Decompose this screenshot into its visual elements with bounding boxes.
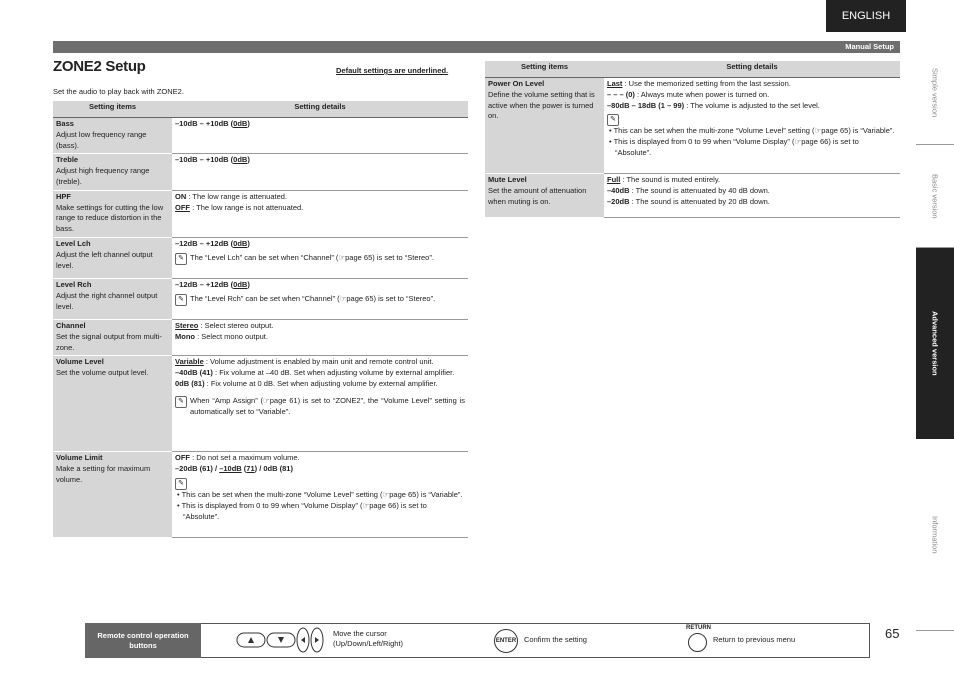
item-desc: Adjust the right channel output level. <box>56 290 158 311</box>
option-label: – – – (0) <box>607 89 635 99</box>
option-label: 0dB (81) <box>175 378 205 388</box>
option-text: : Fix volume at 0 dB. Set when adjusting volume by external amplifier. <box>204 378 438 388</box>
option-label: –40dB <box>607 185 630 195</box>
table-row: Treble Adjust high frequency range (treble). –10dB – +10dB (0dB) <box>53 154 468 190</box>
header-items: Setting items <box>485 61 604 78</box>
tab-advanced-version[interactable]: Advanced version <box>916 248 954 439</box>
pencil-icon: ✎ <box>175 396 187 408</box>
header-details: Setting details <box>172 101 468 118</box>
return-text: Return to previous menu <box>713 635 796 644</box>
default-value: –10dB <box>219 464 242 474</box>
item-desc: Set the amount of attenuation when muting is on. <box>488 185 587 206</box>
default-value: 0dB <box>233 279 248 289</box>
section-bar <box>53 41 900 53</box>
option-label: Last <box>607 79 623 88</box>
option-label: OFF <box>175 202 190 212</box>
default-value: 0dB <box>233 238 248 248</box>
page-number: 65 <box>885 626 900 641</box>
option-text: : Select stereo output. <box>198 320 274 330</box>
option-text: : Do not set a maximum volume. <box>190 453 300 463</box>
item-desc: Define the volume setting that is active when the power is turned on. <box>488 89 595 121</box>
range-text: –10dB – +10dB ( <box>175 119 234 128</box>
enter-button-icon: ENTER <box>494 629 518 653</box>
tab-simple-version[interactable]: Simple version <box>916 41 954 145</box>
option-text: : Select mono output. <box>195 331 268 341</box>
pencil-icon: ✎ <box>175 253 187 265</box>
option-label: OFF <box>175 453 190 463</box>
item-desc: Make a setting for maximum volume. <box>56 464 151 484</box>
item-desc: Set the volume output level. <box>56 368 149 378</box>
range-text: –12dB – +12dB ( <box>175 238 234 248</box>
option-text: : The low range is attenuated. <box>186 191 288 201</box>
note-text: The “Level Rch” can be set when “Channel” (☞page 65) is set to “Stereo”. <box>190 293 436 303</box>
item-desc: Adjust the left channel output level. <box>56 249 153 270</box>
option-label: –80dB – 18dB (1 – 99) <box>607 100 685 110</box>
range-text: –12dB – +12dB ( <box>175 279 234 289</box>
default-value: 0dB <box>233 119 248 128</box>
range-text: ( <box>241 464 247 474</box>
item-name: Bass <box>56 119 74 128</box>
table-row <box>485 78 900 174</box>
option-label: Full <box>607 175 621 184</box>
item-name: Level Rch <box>56 279 92 289</box>
table-row: Bass Adjust low frequency range (bass). –10dB – +10dB (0dB) <box>53 118 468 154</box>
table-row <box>53 356 468 452</box>
option-text: : The sound is muted entirely. <box>620 175 721 184</box>
remote-label: Remote control operation buttons <box>85 623 201 658</box>
range-text: ) / 0dB (81) <box>254 464 293 474</box>
item-desc: Adjust low frequency range (bass). <box>56 129 147 150</box>
note-text: The “Level Lch” can be set when “Channel” (☞page 65) is set to “Stereo”. <box>190 252 434 262</box>
option-label: Stereo <box>175 320 199 330</box>
note-text: • This is displayed from 0 to 99 when “Volume Display” (☞page 66) is set to “Absolute”. <box>177 500 427 521</box>
pencil-icon: ✎ <box>175 478 187 490</box>
option-label: ON <box>175 191 187 201</box>
move-cursor-text: Move the cursor (Up/Down/Left/Right) <box>333 629 404 648</box>
language-badge: ENGLISH <box>826 0 906 32</box>
return-label: RETURN <box>686 625 711 631</box>
pencil-icon: ✎ <box>607 114 619 126</box>
table-row <box>53 319 468 355</box>
option-label: –20dB <box>607 196 630 206</box>
tab-basic-version[interactable]: Basic version <box>916 145 954 248</box>
section-title: Manual Setup <box>845 42 894 51</box>
option-text: : Use the memorized setting from the last session. <box>622 79 791 88</box>
note-text: • This can be set when the multi-zone “Volume Level” setting (☞page 65) is “Variable”. <box>609 126 895 136</box>
table-row <box>53 452 468 538</box>
option-label: Variable <box>175 357 204 367</box>
option-label: Mono <box>175 331 195 341</box>
note-text: • This can be set when the multi-zone “Volume Level” setting (☞page 65) is “Variable”. <box>177 489 463 499</box>
default-value: 71 <box>246 464 255 474</box>
note-text: When “Amp Assign” (☞page 61) is set to “ZONE2”, the “Volume Level” setting is automatically set to “Variable”. <box>190 395 465 416</box>
option-label: –40dB (41) <box>175 368 213 378</box>
option-text: : Fix volume at –40 dB. Set when adjusting volume by external amplifier. <box>212 368 455 378</box>
header-details: Setting details <box>604 61 900 78</box>
intro-text: Set the audio to play back with ZONE2. <box>53 87 184 96</box>
option-text: : The sound is attenuated by 20 dB down. <box>629 196 770 206</box>
item-name: Treble <box>56 155 79 165</box>
option-text: : The volume is adjusted to the set level. <box>684 100 820 110</box>
item-desc: Adjust high frequency range (treble). <box>56 166 150 186</box>
option-text: : Volume adjustment is enabled by main unit and remote control unit. <box>203 357 434 367</box>
zone2-settings-table-2 <box>485 61 900 218</box>
item-name: Volume Limit <box>56 453 103 463</box>
table-row <box>485 174 900 218</box>
item-name: HPF <box>56 191 71 201</box>
range-text: –20dB (61) / <box>175 464 220 474</box>
return-button-icon <box>688 633 707 652</box>
default-note: Default settings are underlined. <box>336 66 449 75</box>
option-text: : Always mute when power is turned on. <box>634 89 770 99</box>
item-name: Level Lch <box>56 238 91 248</box>
range-text: –10dB – +10dB ( <box>175 155 234 165</box>
item-desc: Make settings for cutting the low range to reduce distortion in the bass. <box>56 202 164 234</box>
note-text: • This is displayed from 0 to 99 when “Volume Display” (☞page 66) is set to “Absolute”. <box>609 137 859 157</box>
item-name: Volume Level <box>56 357 104 367</box>
item-name: Power On Level <box>488 79 545 88</box>
table-row <box>53 190 468 237</box>
cursor-buttons-icon <box>236 627 326 655</box>
zone2-settings-table <box>53 101 468 538</box>
option-text: : The low range is not attenuated. <box>190 202 304 212</box>
page-title: ZONE2 Setup <box>53 58 146 75</box>
table-row: Level Rch Adjust the right channel output level. –12dB – +12dB (0dB) ✎ The “Level Rch” can be set when “Channel” (☞page 65) is set to “Stereo”. <box>53 278 468 319</box>
pencil-icon: ✎ <box>175 294 187 306</box>
enter-text: Confirm the setting <box>524 635 587 644</box>
option-text: : The sound is attenuated by 40 dB down. <box>629 185 770 195</box>
tab-information[interactable]: Information <box>916 440 954 631</box>
item-name: Mute Level <box>488 175 527 184</box>
header-items: Setting items <box>53 101 172 118</box>
item-desc: Set the signal output from multi-zone. <box>56 331 162 352</box>
table-row: Level Lch Adjust the left channel output level. –12dB – +12dB (0dB) ✎ The “Level Lch” can be set when “Channel” (☞page 65) is set to “Stereo”. <box>53 237 468 278</box>
default-value: 0dB <box>233 155 248 165</box>
item-name: Channel <box>56 320 86 330</box>
